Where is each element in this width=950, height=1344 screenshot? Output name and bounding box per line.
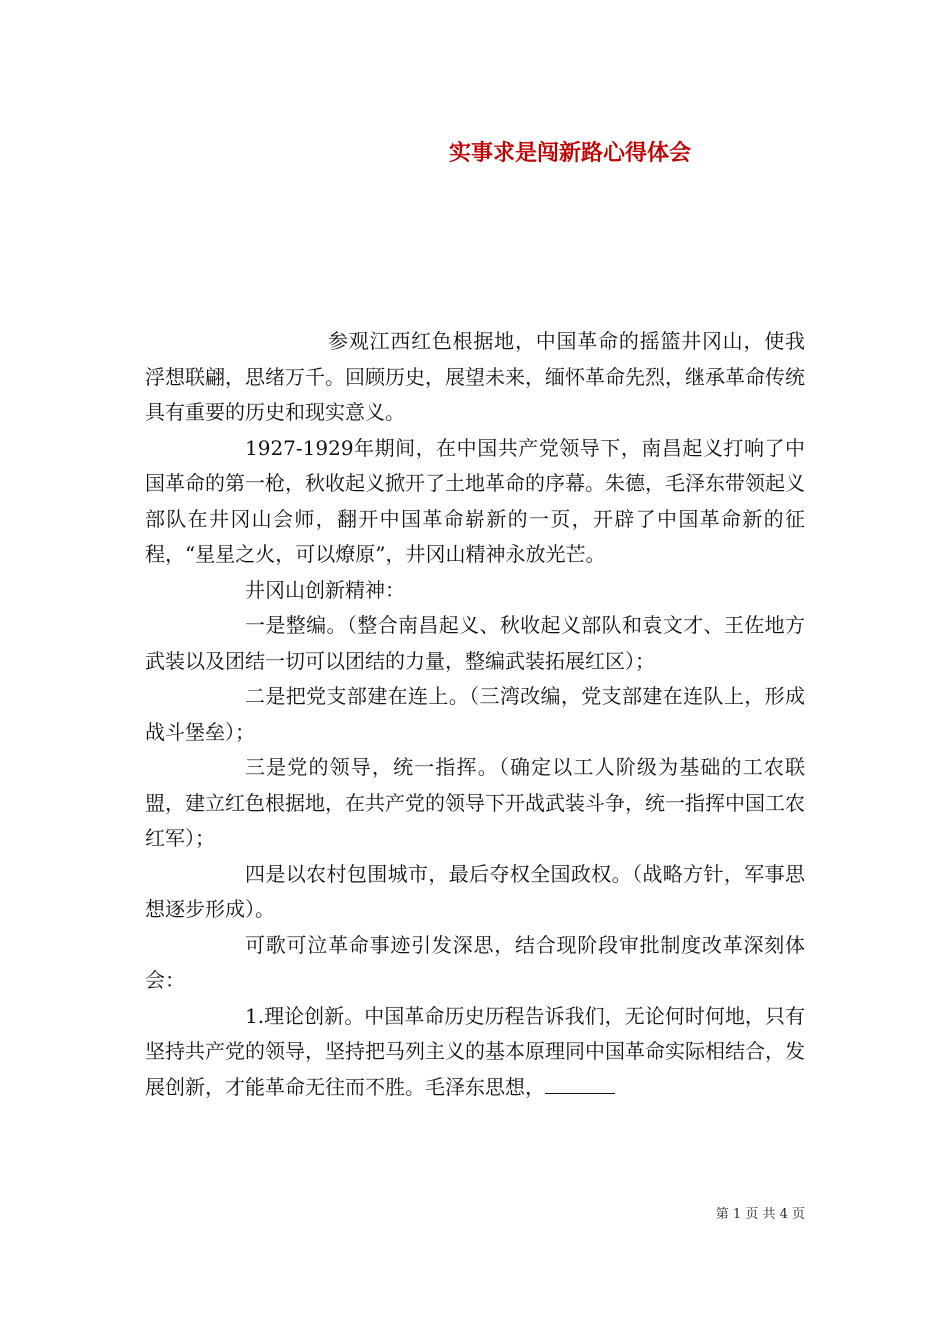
paragraph-6: 三是党的领导，统一指挥。（确定以工人阶级为基础的工农联盟，建立红色根据地，在共产党的领导下开战武装斗争，统一指挥中国工农红军）； (145, 755, 805, 850)
paragraph-2: 1927-1929年期间，在中国共产党领导下，南昌起义打响了中国革命的第一枪，秋收起义掀开了土地革命的序幕。朱德，毛泽东带领起义部队在井冈山会师，翻开中国革命崭新的一页，开辟了中国革命新的征程，“星星之火，可以燎原”，井冈山精神永放光芒。 (145, 435, 805, 566)
paragraph-3: 井冈山创新精神： (245, 577, 405, 602)
page-number-label: 第 1 页 共 4 页 (715, 1207, 805, 1222)
paragraph-4: 一是整编。（整合南昌起义、秋收起义部队和袁文才、王佐地方武装以及团结一切可以团结的力量，整编武装拓展红区）； (145, 613, 805, 673)
paragraph-8: 可歌可泣革命事迹引发深思，结合现阶段审批制度改革深刻体会： (145, 932, 805, 992)
paragraph-5: 二是把党支部建在连上。（三湾改编，党支部建在连队上，形成战斗堡垒）； (145, 684, 805, 744)
page-footer (0, 1203, 805, 1222)
fill-in-blank-line (545, 1073, 615, 1094)
document-title: 实事求是闯新路心得体会 (448, 140, 691, 166)
paragraph-7: 四是以农村包围城市，最后夺权全国政权。（战略方针，军事思想逐步形成）。 (145, 861, 805, 921)
document-body (145, 324, 805, 1105)
paragraph-1: 参观江西红色根据地，中国革命的摇篮井冈山，使我浮想联翩，思绪万千。回顾历史，展望未来，缅怀革命先烈，继承革命传统具有重要的历史和现实意义。 (145, 329, 805, 424)
paragraph-9-container (145, 999, 805, 1106)
paragraph-9: 1.理论创新。中国革命历史历程告诉我们，无论何时何地，只有坚持共产党的领导，坚持把马列主义的基本原理同中国革命实际相结合，发展创新，才能革命无往而不胜。毛泽东思想， (145, 1003, 805, 1099)
